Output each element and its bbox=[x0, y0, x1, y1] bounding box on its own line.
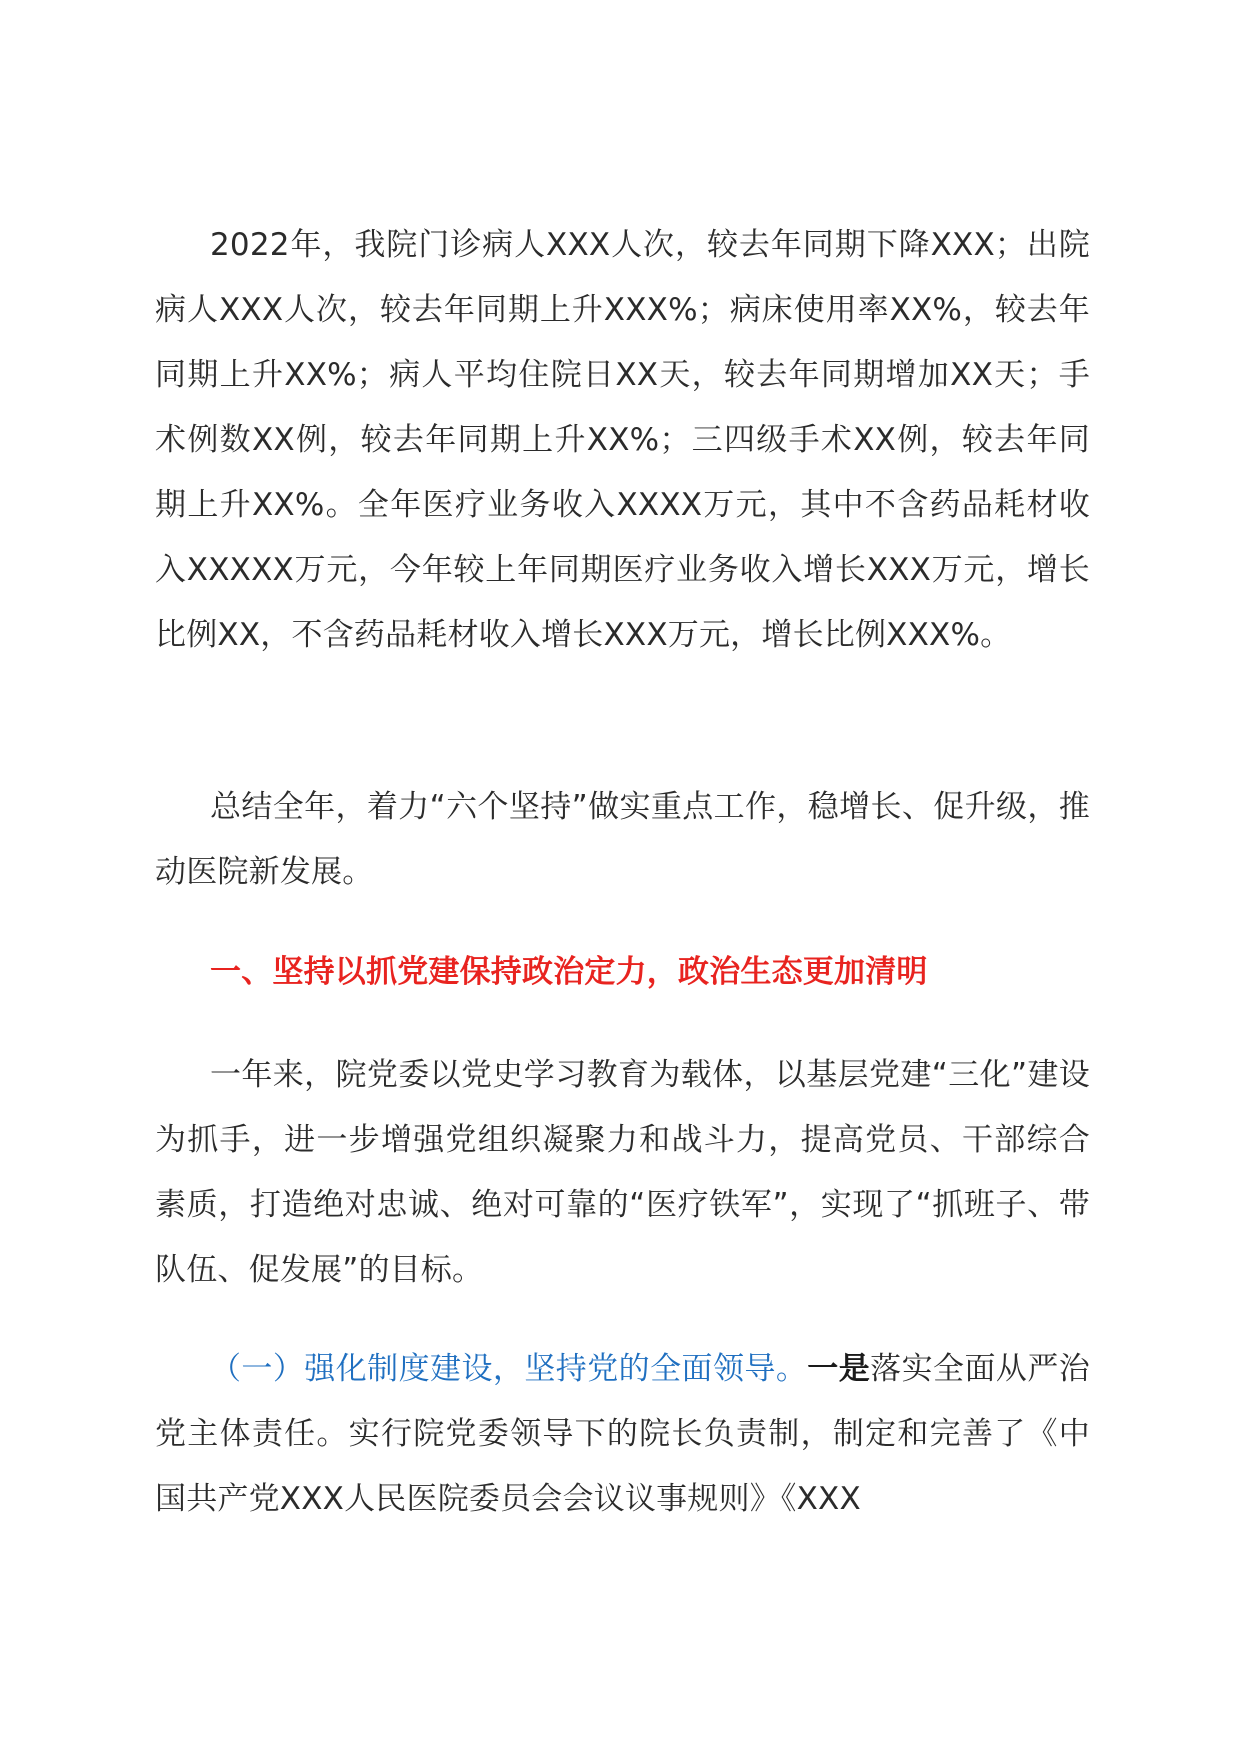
section-heading-1: 一、坚持以抓党建保持政治定力，政治生态更加清明 bbox=[210, 954, 928, 990]
paragraph-statistics: 2022年，我院门诊病人XXX人次，较去年同期下降XXX；出院病人XXX人次，较去年同期上升XXX%；病床使用率XX%，较去年同期上升XX%；病人平均住院日XX天，较去年同期增加XX天；手术例数XX例，较去年同期上升XX%；三四级手术XX例，较去年同期上升XX%。全年医疗业务收入XXXX万元，其中不含药品耗材收入XXXXX万元，今年较上年同期医疗业务收入增长XXX万元，增长比例XX，不含药品耗材收入增长XXX万元，增长比例XXX%。 bbox=[155, 227, 1090, 653]
paragraph-summary: 总结全年，着力“六个坚持”做实重点工作，稳增长、促升级，推动医院新发展。 bbox=[155, 789, 1090, 890]
paragraph-system-building-body: 落实全面从严治党主体责任。实行院党委领导下的院长负责制，制定和完善了《中国共产党XXX人民医院委员会会议议事规则》《XXX bbox=[155, 1351, 1090, 1517]
subheading-1: （一）强化制度建设，坚持党的全面领导。 bbox=[210, 1351, 808, 1387]
bold-lead-text: 一是 bbox=[807, 1351, 871, 1387]
paragraph-party-building: 一年来，院党委以党史学习教育为载体，以基层党建“三化”建设为抓手，进一步增强党组织凝聚力和战斗力，提高党员、干部综合素质，打造绝对忠诚、绝对可靠的“医疗铁军”，实现了“抓班子、带队伍、促发展”的目标。 bbox=[155, 1057, 1090, 1288]
document-page bbox=[155, 0, 1090, 1754]
paragraph-system-building bbox=[155, 1337, 1090, 1532]
